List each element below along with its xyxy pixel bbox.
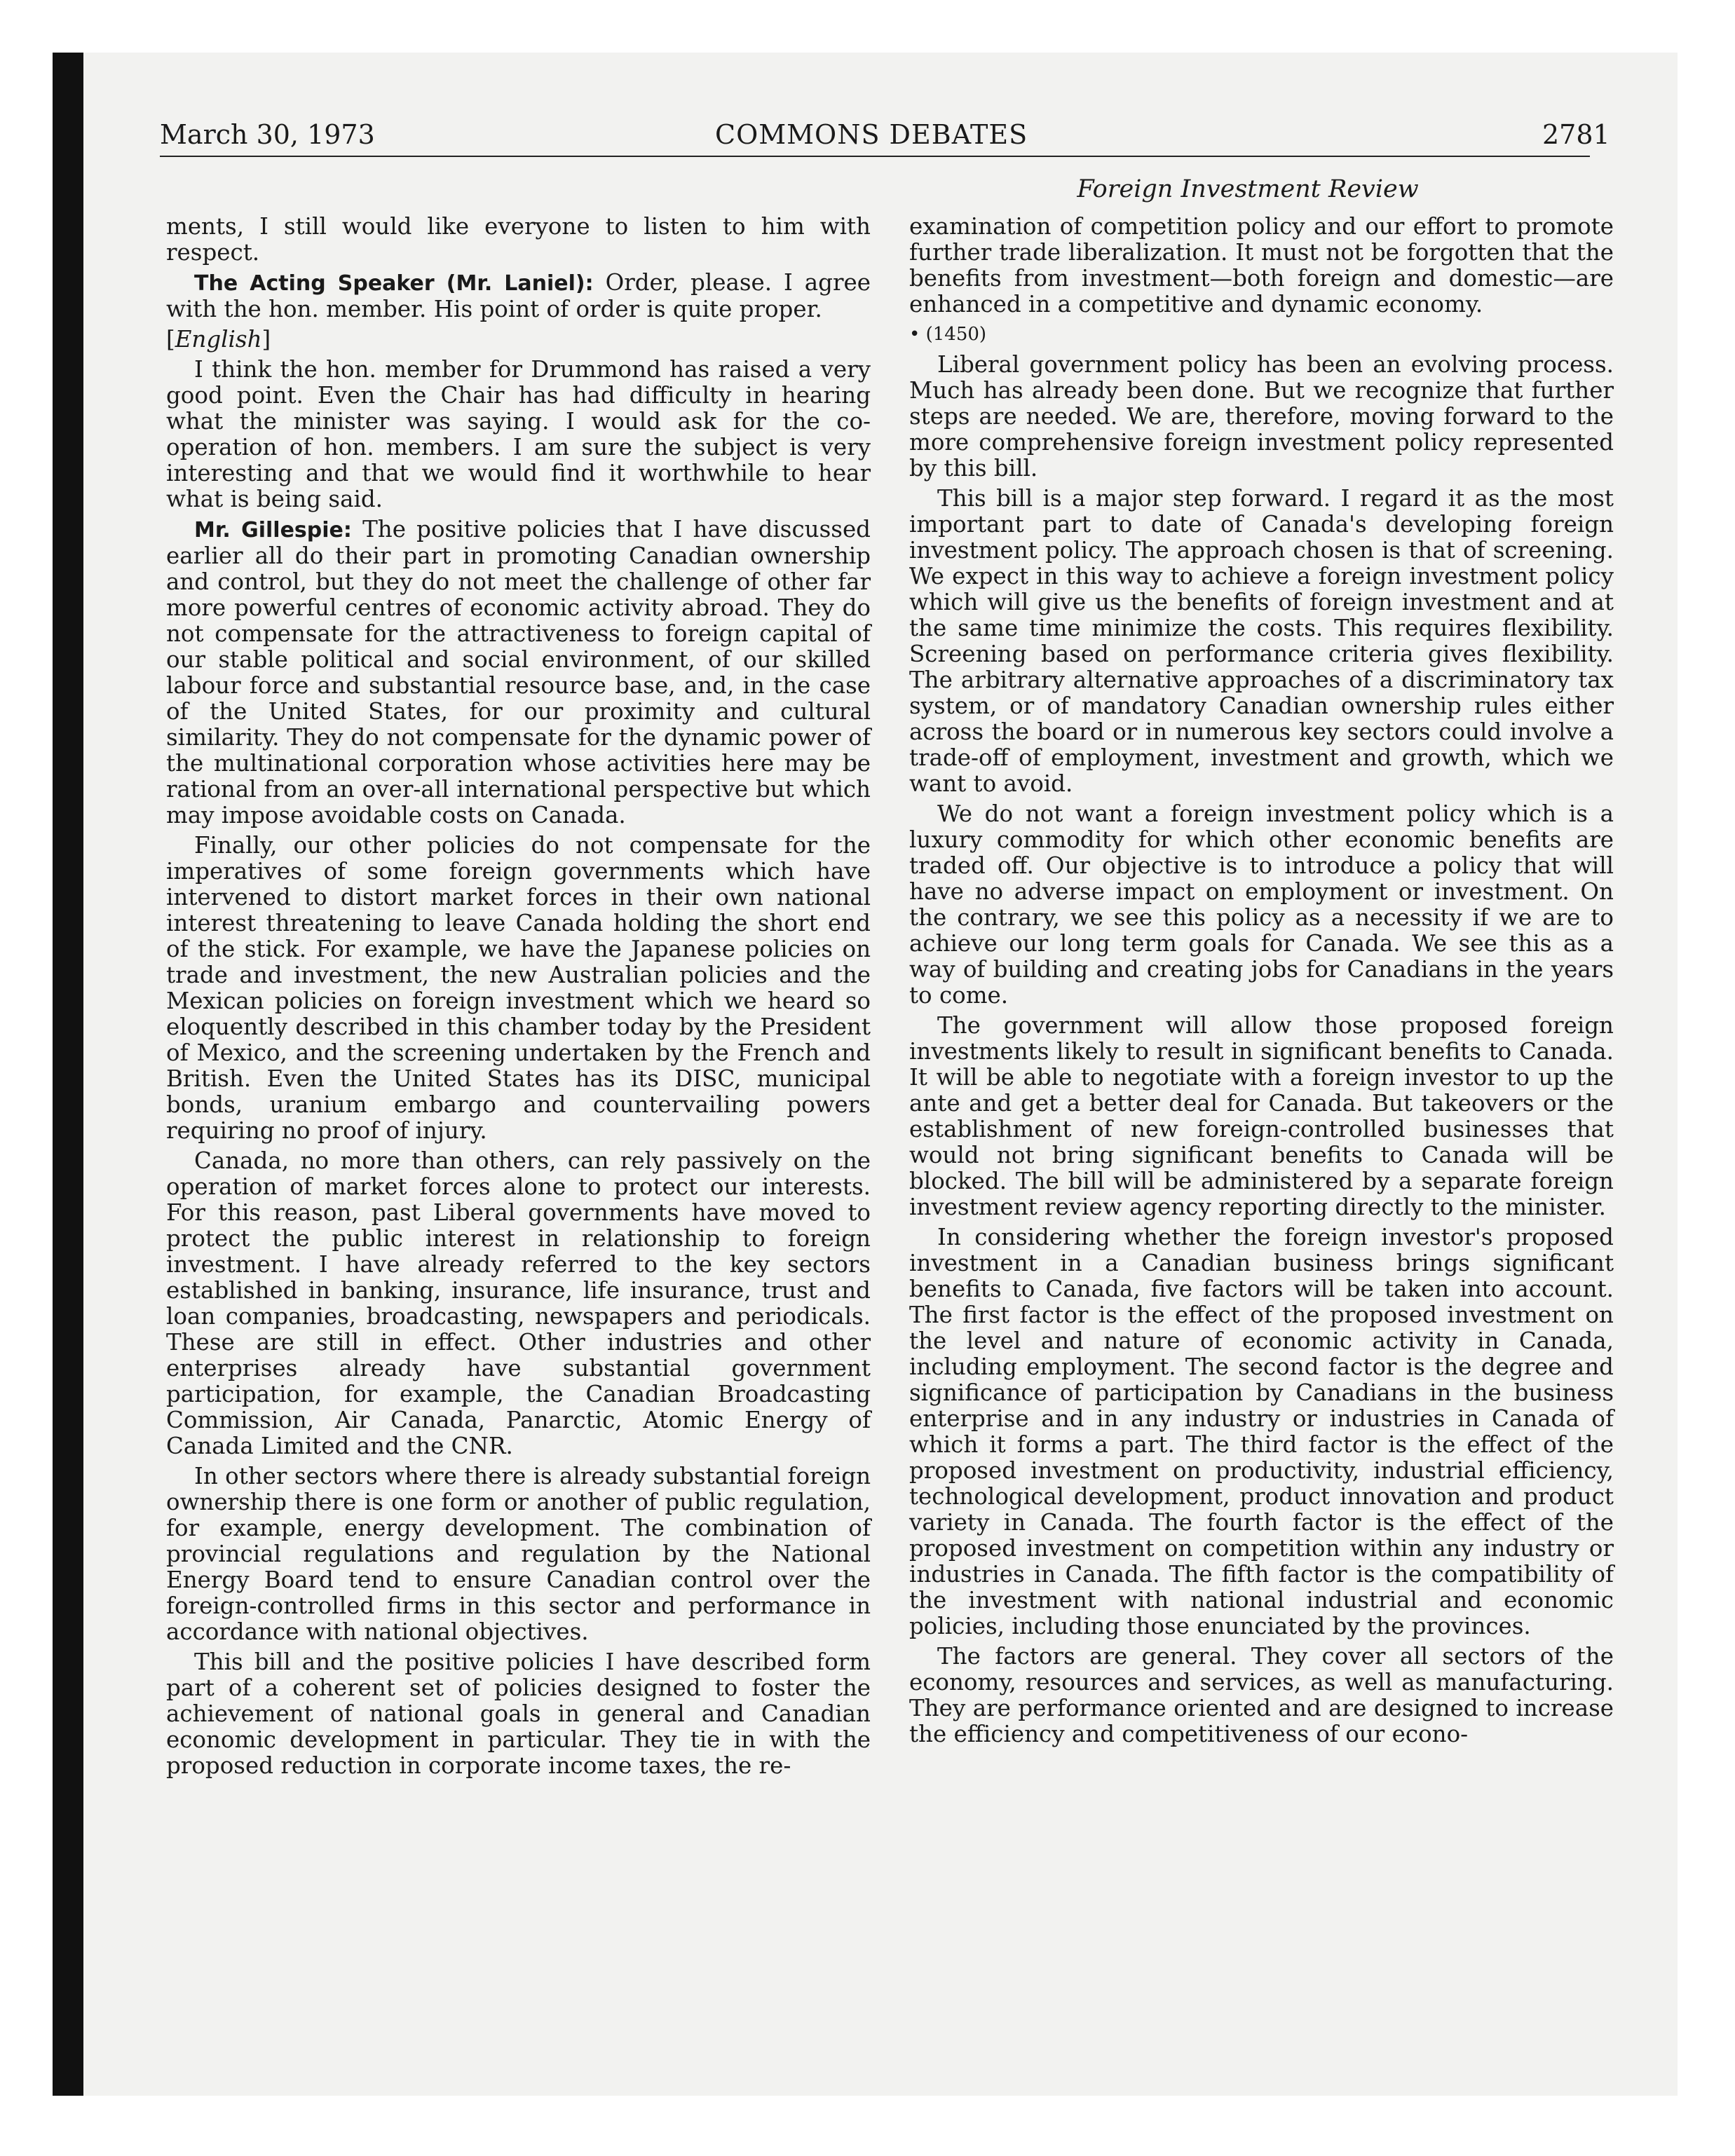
paragraph: The factors are general. They cover all sectors of the economy, resources and services, as well as manufacturing. They are performance oriented and are designed to increase the efficiency and competitiveness of our econo- <box>909 1643 1614 1747</box>
paragraph: In other sectors where there is already substantial foreign ownership there is one form or another of public regulation, for example, energy development. The combination of provincial regulations and regulation by the National Energy Board tend to ensure Canadian control over the foreign-controlled firms in this sector and performance in accordance with national objectives. <box>166 1463 871 1645</box>
time-marker: • (1450) <box>909 324 987 345</box>
header-title: COMMONS DEBATES <box>715 119 1028 150</box>
paragraph: Canada, no more than others, can rely passively on the operation of market forces alone to protect our interests. For this reason, past Liberal governments have moved to protect the public interest in relationship to foreign investment. I have already referred to the key sectors established in banking, insurance, life insurance, trust and loan companies, broadcasting, newspapers and periodicals. These are still in effect. Other industries and other enterprises already have substantial government participation, for example, the Canadian Broadcasting Commission, Air Canada, Panarctic, Atomic Energy of Canada Limited and the CNR. <box>166 1147 871 1459</box>
paragraph: I think the hon. member for Drummond has raised a very good point. Even the Chair has had difficulty in hearing what the minister was saying. I would ask for the co-operation of hon. members. I am sure the subject is very interesting and that we would find it worthwhile to hear what is being said. <box>166 356 871 512</box>
header-page-number: 2781 <box>1542 119 1610 150</box>
right-column <box>909 214 1614 1752</box>
paragraph: We do not want a foreign investment policy which is a luxury commodity for which other economic benefits are traded off. Our objective is to introduce a policy that will have no adverse impact on employment or investment. On the contrary, we see this policy as a necessity if we are to achieve our long term goals for Canada. We see this as a way of building and creating jobs for Canadians in the years to come. <box>909 800 1614 1009</box>
speaker-name: Mr. Gillespie: <box>194 518 352 543</box>
paragraph: ments, I still would like everyone to listen to him with respect. <box>166 213 871 266</box>
paragraph <box>166 270 871 322</box>
running-head: Foreign Investment Review <box>1077 175 1419 203</box>
language-label: English <box>175 326 262 353</box>
paragraph: examination of competition policy and our effort to promote further trade liberalization. It must not be forgotten that the benefits from investment—both foreign and domestic—are enhanced in a competitive and dynamic economy. <box>909 213 1614 318</box>
paragraph <box>166 517 871 828</box>
language-marker: [English] <box>166 326 271 353</box>
paragraph: This bill and the positive policies I have described form part of a coherent set of policies designed to foster the achievement of national goals in general and Canadian economic development in particular. They tie in with the proposed reduction in corporate income taxes, the re- <box>166 1649 871 1779</box>
paragraph: Finally, our other policies do not compensate for the imperatives of some foreign governments which have intervened to distort market forces in their own national interest threatening to leave Canada holding the short end of the stick. For example, we have the Japanese policies on trade and investment, the new Australian policies and the Mexican policies on foreign investment which we heard so eloquently described in this chamber today by the President of Mexico, and the screening undertaken by the French and British. Even the United States has its DISC, municipal bonds, uranium embargo and countervailing powers requiring no proof of injury. <box>166 832 871 1144</box>
header-date: March 30, 1973 <box>160 119 375 150</box>
paragraph: Liberal government policy has been an evolving process. Much has already been done. But we recognize that further steps are needed. We are, therefore, moving forward to the more comprehensive foreign investment policy represented by this bill. <box>909 351 1614 482</box>
left-column <box>166 214 871 1783</box>
scan-border-strip <box>53 53 83 2096</box>
paragraph: In considering whether the foreign investor's proposed investment in a Canadian business brings significant benefits to Canada, five factors will be taken into account. The first factor is the effect of the proposed investment on the level and nature of economic activity in Canada, including employment. The second factor is the degree and significance of participation by Canadians in the business enterprise and in any industry or industries in Canada of which it forms a part. The third factor is the effect of the proposed investment on productivity, industrial efficiency, technological development, product innovation and product variety in Canada. The fourth factor is the effect of the proposed investment on competition within any industry or industries in Canada. The fifth factor is the compatibility of the investment with national industrial and economic policies, including those enunciated by the provinces. <box>909 1224 1614 1639</box>
header-rule <box>160 156 1590 157</box>
paragraph: The government will allow those proposed foreign investments likely to result in significant benefits to Canada. It will be able to negotiate with a foreign investor to up the ante and get a better deal for Canada. But takeovers or the establishment of new foreign-controlled businesses that would not bring significant benefits to Canada will be blocked. The bill will be administered by a separate foreign investment review agency reporting directly to the minister. <box>909 1012 1614 1220</box>
speaker-name: The Acting Speaker (Mr. Laniel): <box>194 271 594 296</box>
speech-text: The positive policies that I have discussed earlier all do their part in promoting Canadian ownership and control, but they do not meet the challenge of other far more powerful centres of economic activity abroad. They do not compensate for the attractiveness to foreign capital of our stable political and social environment, of our skilled labour force and substantial resource base, and, in the case of the United States, for our proximity and cultural similarity. They do not compensate for the dynamic power of the multinational corporation whose activities here may be rational from an over-all international perspective but which may impose avoidable costs on Canada. <box>166 516 871 828</box>
paragraph: This bill is a major step forward. I regard it as the most important part to date of Canada's developing foreign investment policy. The approach chosen is that of screening. We expect in this way to achieve a foreign investment policy which will give us the benefits of foreign investment and at the same time minimize the costs. This requires flexibility. Screening based on performance criteria gives flexibility. The arbitrary alternative approaches of a discriminatory tax system, or of mandatory Canadian ownership rules either across the board or in numerous key sectors could involve a trade-off of employment, investment and growth, which we want to avoid. <box>909 485 1614 797</box>
speech-text: Order, please. I agree with the hon. member. His point of order is quite proper. <box>166 269 871 322</box>
